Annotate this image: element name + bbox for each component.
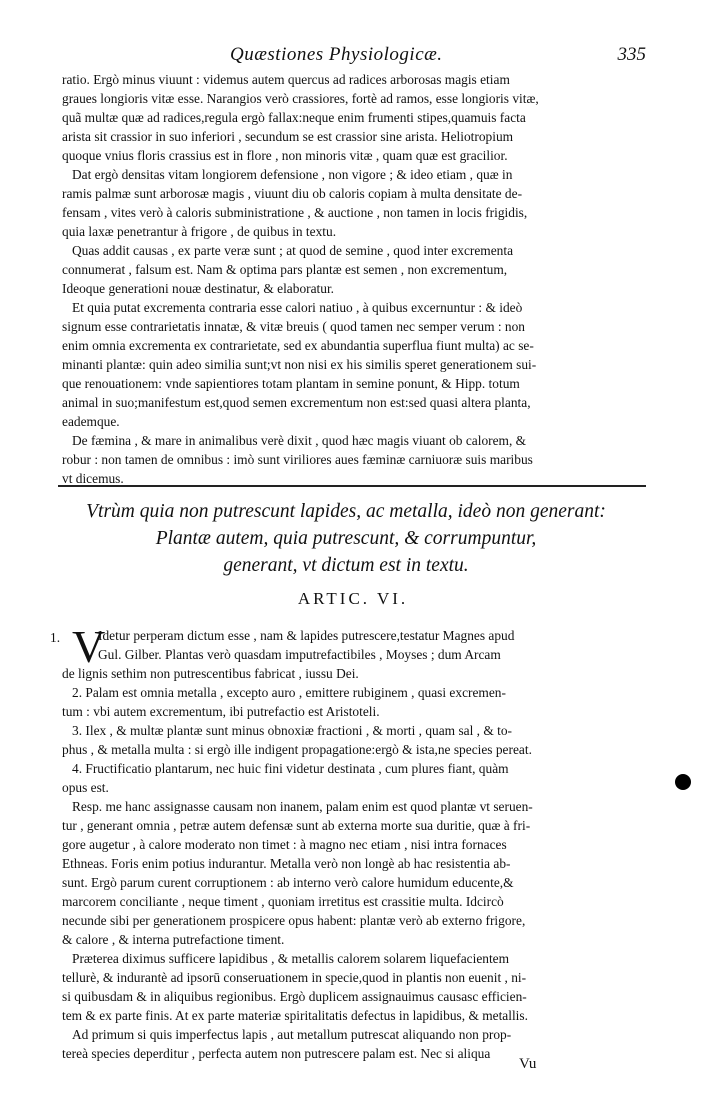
text-line: signum esse contrarietatis innatæ, & vitæ breuis ( quod tamen nec semper verum : non [62,319,525,334]
text-line: tereà species deperditur , perfecta autem non putrescere palam est. Nec si aliqua [62,1046,491,1061]
text-line: Præterea diximus sufficere lapidibus , & metallis calorem solarem liquefacientem [72,951,510,966]
text-line: Dat ergò densitas vitam longiorem defensione , non vigore ; & ideo etiam , quæ in [72,167,513,182]
text-line: arista sit crassior in suo inferiori , secundum se est crassior sine arista. Heliotropium [62,129,514,144]
text-line: eademque. [62,414,120,429]
text-line: Ideoque generationi nouæ destinatur, & elaboratur. [62,281,335,296]
text-line: de lignis sethim non putrescentibus fabricat , iussu Dei. [62,666,359,681]
text-line: marcorem conciliante , neque timent , quoniam irretitus est crassitie multa. Idcircò [62,894,504,909]
text-line: 2. Palam est omnia metalla , excepto auro , emittere rubiginem , quasi excremen- [72,685,506,700]
text-line: robur : non tamen de omnibus : imò sunt viriliores aues fæminæ carniuoræ suis maribus [62,452,533,467]
text-line: Ethneas. Foris enim potius indurantur. Metalla verò non longè ab hac resistentia ab- [62,856,511,871]
catchword: Vu [519,1056,537,1072]
text-line: animal in suo;manifestum est,quod semen excrementum non est:sed quasi altera planta, [62,395,531,410]
text-line: Gul. Gilber. Plantas verò quasdam imputrefactibiles , Moyses ; dum Arcam [98,647,501,662]
text-line: Et quia putat excrementa contraria esse calori natiuo , à quibus excernuntur : & ideò [72,300,523,315]
text-line: vt dicemus. [62,471,124,486]
text-line: Idetur perperam dictum esse , nam & lapides putrescere,testatur Magnes apud [98,628,515,643]
question-line: Plantæ autem, quia putrescunt, & corrumpuntur, [155,528,537,549]
text-line: Resp. me hanc assignasse causam non inanem, palam enim est quod plantæ vt seruen- [72,799,533,814]
text-line: ratio. Ergò minus viuunt : videmus autem quercus ad radices arborosas magis etiam [62,72,510,87]
text-line: quã multæ quæ ad radices,regula ergò fallax:neque enim frumenti stipes,quamuis facta [62,110,526,125]
article-text [62,621,642,1063]
text-line: si quibusdam & in aliquibus regionibus. Ergò duplicem assignauimus causasc efficien- [62,989,527,1004]
text-line: 4. Fructificatio plantarum, nec huic fini videtur destinata , cum plures fiant, quàm [72,761,509,776]
text-line: graues longioris vitæ esse. Narangios verò crassiores, fortè ad ramos, esse longioris vitæ, [62,91,539,106]
text-line: minanti plantæ: quin adeo similia sunt;vt non nisi ex his similis speret generationem sui- [62,357,537,372]
text-line: phus , & metalla multa : si ergò ille indigent propagatione:ergò & ista,ne species pereat. [62,742,532,757]
text-line: quia laxæ penetrantur à frigore , de quibus in textu. [62,224,337,239]
text-line: tellurè, & indurantè ad ipsorū conseruationem in specie,quod in plantis non euenit , ni- [62,970,527,985]
drop-capital: V [72,621,106,672]
text-line: De fæmina , & mare in animalibus verè dixit , quod hæc magis viuant ob calorem, & [72,433,527,448]
text-line: fensam , vites verò à caloris subministratione , & auctione , non tamen in locis frigidis, [62,205,528,220]
text-line: sunt. Ergò parum curent corruptionem : ab interno verò calore humidum educente,& [62,875,514,890]
text-line: tur , generant omnia , petræ autem defensæ sunt ab externa morte sua duritie, quæ à fri- [62,818,531,833]
text-line: Quas addit causas , ex parte veræ sunt ; at quod de semine , quod inter excrementa [72,243,514,258]
article-heading: ARTIC. VI. [297,589,409,608]
text-line: ramis palmæ sunt arborosæ magis , viuunt diu ob caloris copiam à multa densitate de- [62,186,523,201]
page-header [60,44,650,70]
page-number: 335 [617,44,646,65]
text-line: opus est. [62,780,109,795]
text-line: gore augetur , à calore moderato non timet : à magno nec etiam , nisi intra fornaces [62,837,507,852]
section-rule [58,485,646,487]
text-line: Ad primum si quis imperfectus lapis , aut metallum putrescat aliquando non prop- [72,1027,512,1042]
text-line: tum : vbi autem excrementum, ibi putrefactio est Aristoteli. [62,704,380,719]
paragraph-number: 1. [50,630,61,645]
text-line: tem & ex parte finis. At ex parte materiæ spiritalitatis defectus in lapidibus, & metallis. [62,1008,528,1023]
question-line: Vtrùm quia non putrescunt lapides, ac metalla, ideò non generant: [86,501,606,522]
continued-text [62,70,642,488]
text-line: 3. Ilex , & multæ plantæ sunt minus obnoxiæ fractioni , & morti , quam sal , & to- [72,723,513,738]
text-line: connumerat , falsum est. Nam & optima pars plantæ est semen , non excrementum, [62,262,508,277]
text-line: quoque vnius floris crassius est in flore , non minoris vitæ , quam quæ est gracilior. [62,148,508,163]
article-question [46,498,646,579]
ink-blot-mark [675,774,691,790]
text-line: necunde sibi per generationem prospicere opus habent: plantæ verò ab externo frigore, [62,913,526,928]
text-line: que renouationem: vnde sapientiores totam plantam in semine ponunt, & Hipp. totum [62,376,520,391]
text-line: enim omnia excrementa ex contrarietate, sed ex abundantia superflua fiunt multa) ac se- [62,338,534,353]
question-line: generant, vt dictum est in textu. [223,555,469,576]
text-line: & calore , & interna putrefactione timent. [62,932,285,947]
running-title: Quæstiones Physiologicæ. [230,44,443,65]
